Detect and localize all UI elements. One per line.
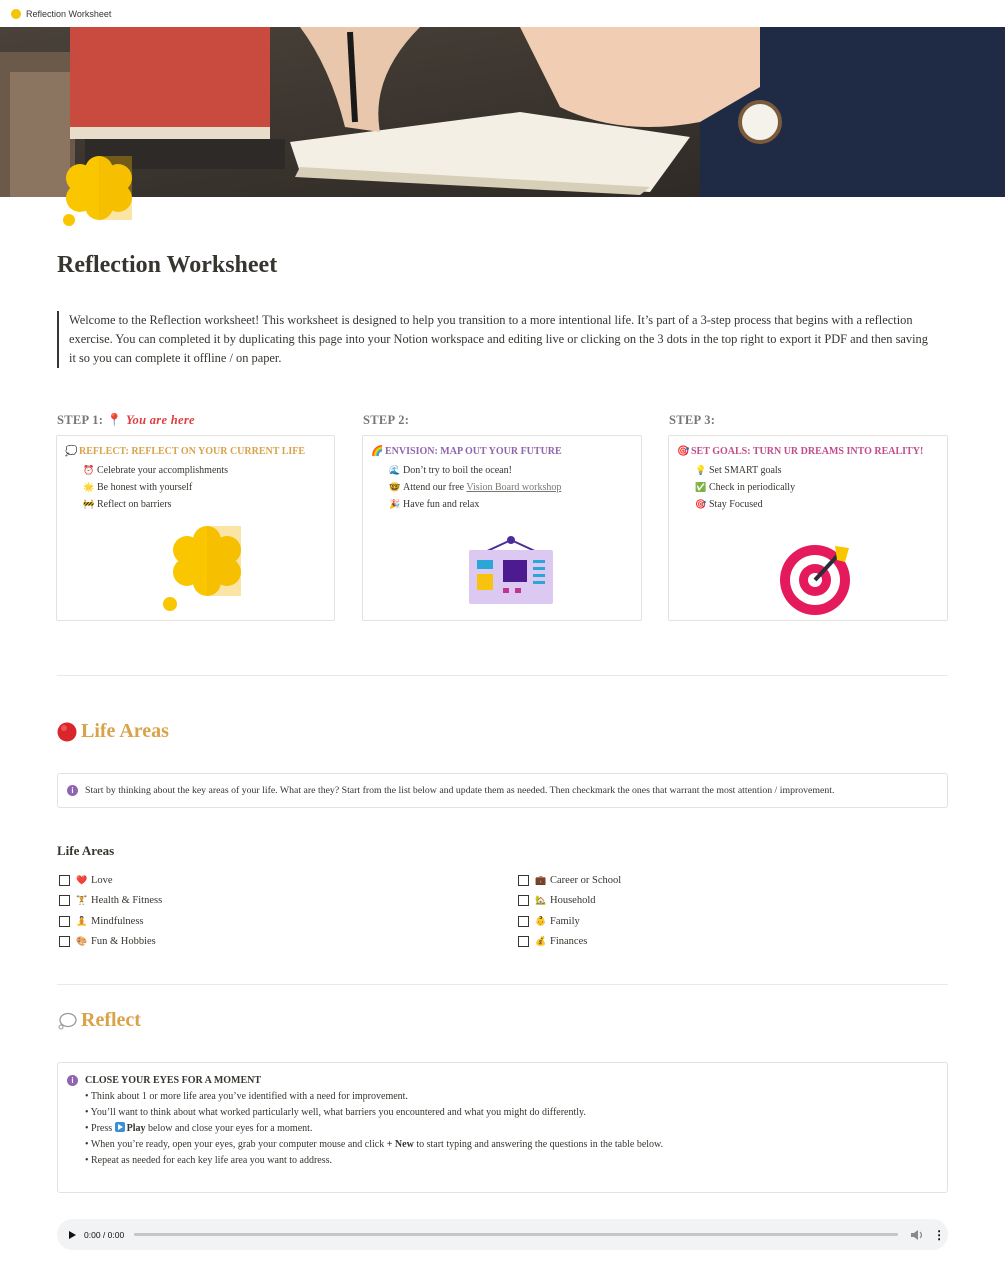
palette-icon: 🎨: [76, 935, 88, 946]
life-areas-callout[interactable]: [57, 773, 948, 808]
life-areas-list-heading[interactable]: Life Areas: [57, 843, 115, 858]
thought-balloon-icon: [57, 1011, 77, 1031]
step-2-list: [389, 462, 561, 513]
check-mark-icon: ✅: [695, 482, 707, 492]
step-1-list: [83, 462, 228, 513]
house-icon: 🏡: [535, 894, 547, 905]
list-item: 🌊 Don’t try to boil the ocean!: [389, 462, 561, 479]
step-1-title: 💭 REFLECT: REFLECT ON YOUR CURRENT LIFE: [65, 446, 306, 457]
checkbox[interactable]: [518, 936, 529, 947]
list-item: 🎯 Stay Focused: [695, 496, 795, 513]
red-circle-icon: [57, 722, 77, 742]
todo-fun[interactable]: 🎨 Fun & Hobbies: [59, 934, 156, 948]
heart-icon: ❤️: [76, 874, 88, 885]
direct-hit-icon: 🎯: [677, 446, 690, 457]
window-titlebar: [0, 0, 1005, 27]
list-item: 🌟 Be honest with yourself: [83, 479, 228, 496]
intro-quote[interactable]: Welcome to the Reflection worksheet! This worksheet is designed to help you transition to a more intentional life. It’s part of a 3-step process that begins with a reflection exercise. You can completed it by duplicating this page into your Notion workspace and editing live or clicking on the 3 dots in the top right to export it PDF and then saving it so you can complete it offline / on paper.: [57, 311, 937, 368]
info-icon: i: [67, 1075, 78, 1086]
baby-icon: 👶: [535, 915, 547, 926]
cover-image[interactable]: [0, 27, 1005, 197]
wave-icon: 🌊: [389, 465, 401, 475]
more-options-icon[interactable]: ⋮: [933, 1227, 946, 1242]
nerd-face-icon: 🤓: [389, 482, 401, 492]
todo-household[interactable]: 🏡 Household: [518, 893, 596, 907]
play-button-icon: [115, 1122, 125, 1132]
alarm-clock-icon: ⏰: [83, 465, 95, 475]
step-3-card[interactable]: [668, 435, 948, 621]
play-icon[interactable]: [69, 1231, 76, 1239]
step-1-card[interactable]: [56, 435, 335, 621]
step-2-card[interactable]: [362, 435, 642, 621]
todo-love[interactable]: ❤️ Love: [59, 873, 113, 887]
checkbox[interactable]: [518, 875, 529, 886]
audio-time: 0:00 / 0:00: [84, 1229, 125, 1240]
todo-family[interactable]: 👶 Family: [518, 914, 580, 928]
page-icon-small: [11, 9, 21, 19]
todo-finances[interactable]: 💰 Finances: [518, 934, 587, 948]
checkbox[interactable]: [518, 895, 529, 906]
divider: [57, 984, 948, 985]
audio-player[interactable]: [57, 1219, 948, 1250]
pin-icon: 📍: [106, 413, 123, 427]
list-item: 🚧 Reflect on barriers: [83, 496, 228, 513]
checkbox[interactable]: [59, 875, 70, 886]
callout-line: • You’ll want to think about what worked particularly well, what barriers you encountered and what you might do differently.: [85, 1107, 586, 1118]
list-item: 🤓 Attend our free Vision Board workshop: [389, 479, 561, 496]
reflect-callout[interactable]: [57, 1062, 948, 1193]
step-3-list: [695, 462, 795, 513]
info-icon: i: [67, 785, 78, 796]
callout-line: • Think about 1 or more life area you’ve identified with a need for improvement.: [85, 1091, 408, 1102]
step-1-heading: [57, 413, 195, 428]
callout-text: Start by thinking about the key areas of your life. What are they? Start from the list below and update them as needed. Then checkmark the ones that warrant the most attention / improvement.: [85, 785, 835, 796]
volume-icon[interactable]: [910, 1229, 924, 1241]
reflect-heading[interactable]: Reflect: [57, 1009, 141, 1032]
list-item: ⏰ Celebrate your accomplishments: [83, 462, 228, 479]
callout-line: • Press Play below and close your eyes for a moment.: [85, 1123, 313, 1134]
party-popper-icon: 🎉: [389, 499, 401, 509]
reflect-callout-body: [85, 1073, 663, 1169]
vision-board-icon: [467, 534, 555, 606]
vision-board-link[interactable]: Vision Board workshop: [466, 482, 562, 493]
construction-icon: 🚧: [83, 499, 95, 509]
target-icon: [777, 540, 857, 616]
step-2-heading: STEP 2:: [363, 413, 410, 427]
step-3-heading: STEP 3:: [669, 413, 716, 427]
checkbox[interactable]: [518, 916, 529, 927]
callout-line: • When you’re ready, open your eyes, grab your computer mouse and click + New to start typing and answering the questions in the table below.: [85, 1139, 664, 1150]
briefcase-icon: 💼: [535, 874, 547, 885]
callout-title: CLOSE YOUR EYES FOR A MOMENT: [85, 1075, 262, 1086]
weight-lifter-icon: 🏋️: [76, 894, 88, 905]
direct-hit-icon: 🎯: [695, 499, 707, 509]
life-areas-heading[interactable]: Life Areas: [57, 720, 169, 743]
todo-career[interactable]: 💼 Career or School: [518, 873, 621, 887]
checkbox[interactable]: [59, 936, 70, 947]
callout-line: • Repeat as needed for each key life area you want to address.: [85, 1155, 333, 1166]
light-bulb-icon: 💡: [695, 465, 707, 475]
list-item: 💡 Set SMART goals: [695, 462, 795, 479]
page-title[interactable]: Reflection Worksheet: [57, 252, 278, 278]
star-icon: 🌟: [83, 482, 95, 492]
thought-balloon-icon: 💭: [65, 446, 78, 457]
step-2-title: 🌈 ENVISION: MAP OUT YOUR FUTURE: [371, 446, 562, 457]
checkbox[interactable]: [59, 916, 70, 927]
rainbow-icon: 🌈: [371, 446, 384, 457]
todo-health[interactable]: 🏋️ Health & Fitness: [59, 893, 162, 907]
tab-title[interactable]: Reflection Worksheet: [26, 8, 112, 19]
step-1-label: STEP 1:: [57, 413, 104, 427]
you-are-here: You are here: [125, 413, 195, 427]
list-item: ✅ Check in periodically: [695, 479, 795, 496]
meditation-icon: 🧘: [76, 915, 88, 926]
todo-mindfulness[interactable]: 🧘 Mindfulness: [59, 914, 144, 928]
thought-bubble-icon[interactable]: [58, 150, 140, 232]
thought-bubble-icon: [161, 524, 253, 612]
divider: [57, 675, 948, 676]
money-bag-icon: 💰: [535, 935, 547, 946]
list-item: 🎉 Have fun and relax: [389, 496, 561, 513]
step-3-title: 🎯 SET GOALS: TURN UR DREAMS INTO REALITY!: [677, 446, 924, 457]
audio-progress-track[interactable]: [134, 1233, 898, 1236]
checkbox[interactable]: [59, 895, 70, 906]
